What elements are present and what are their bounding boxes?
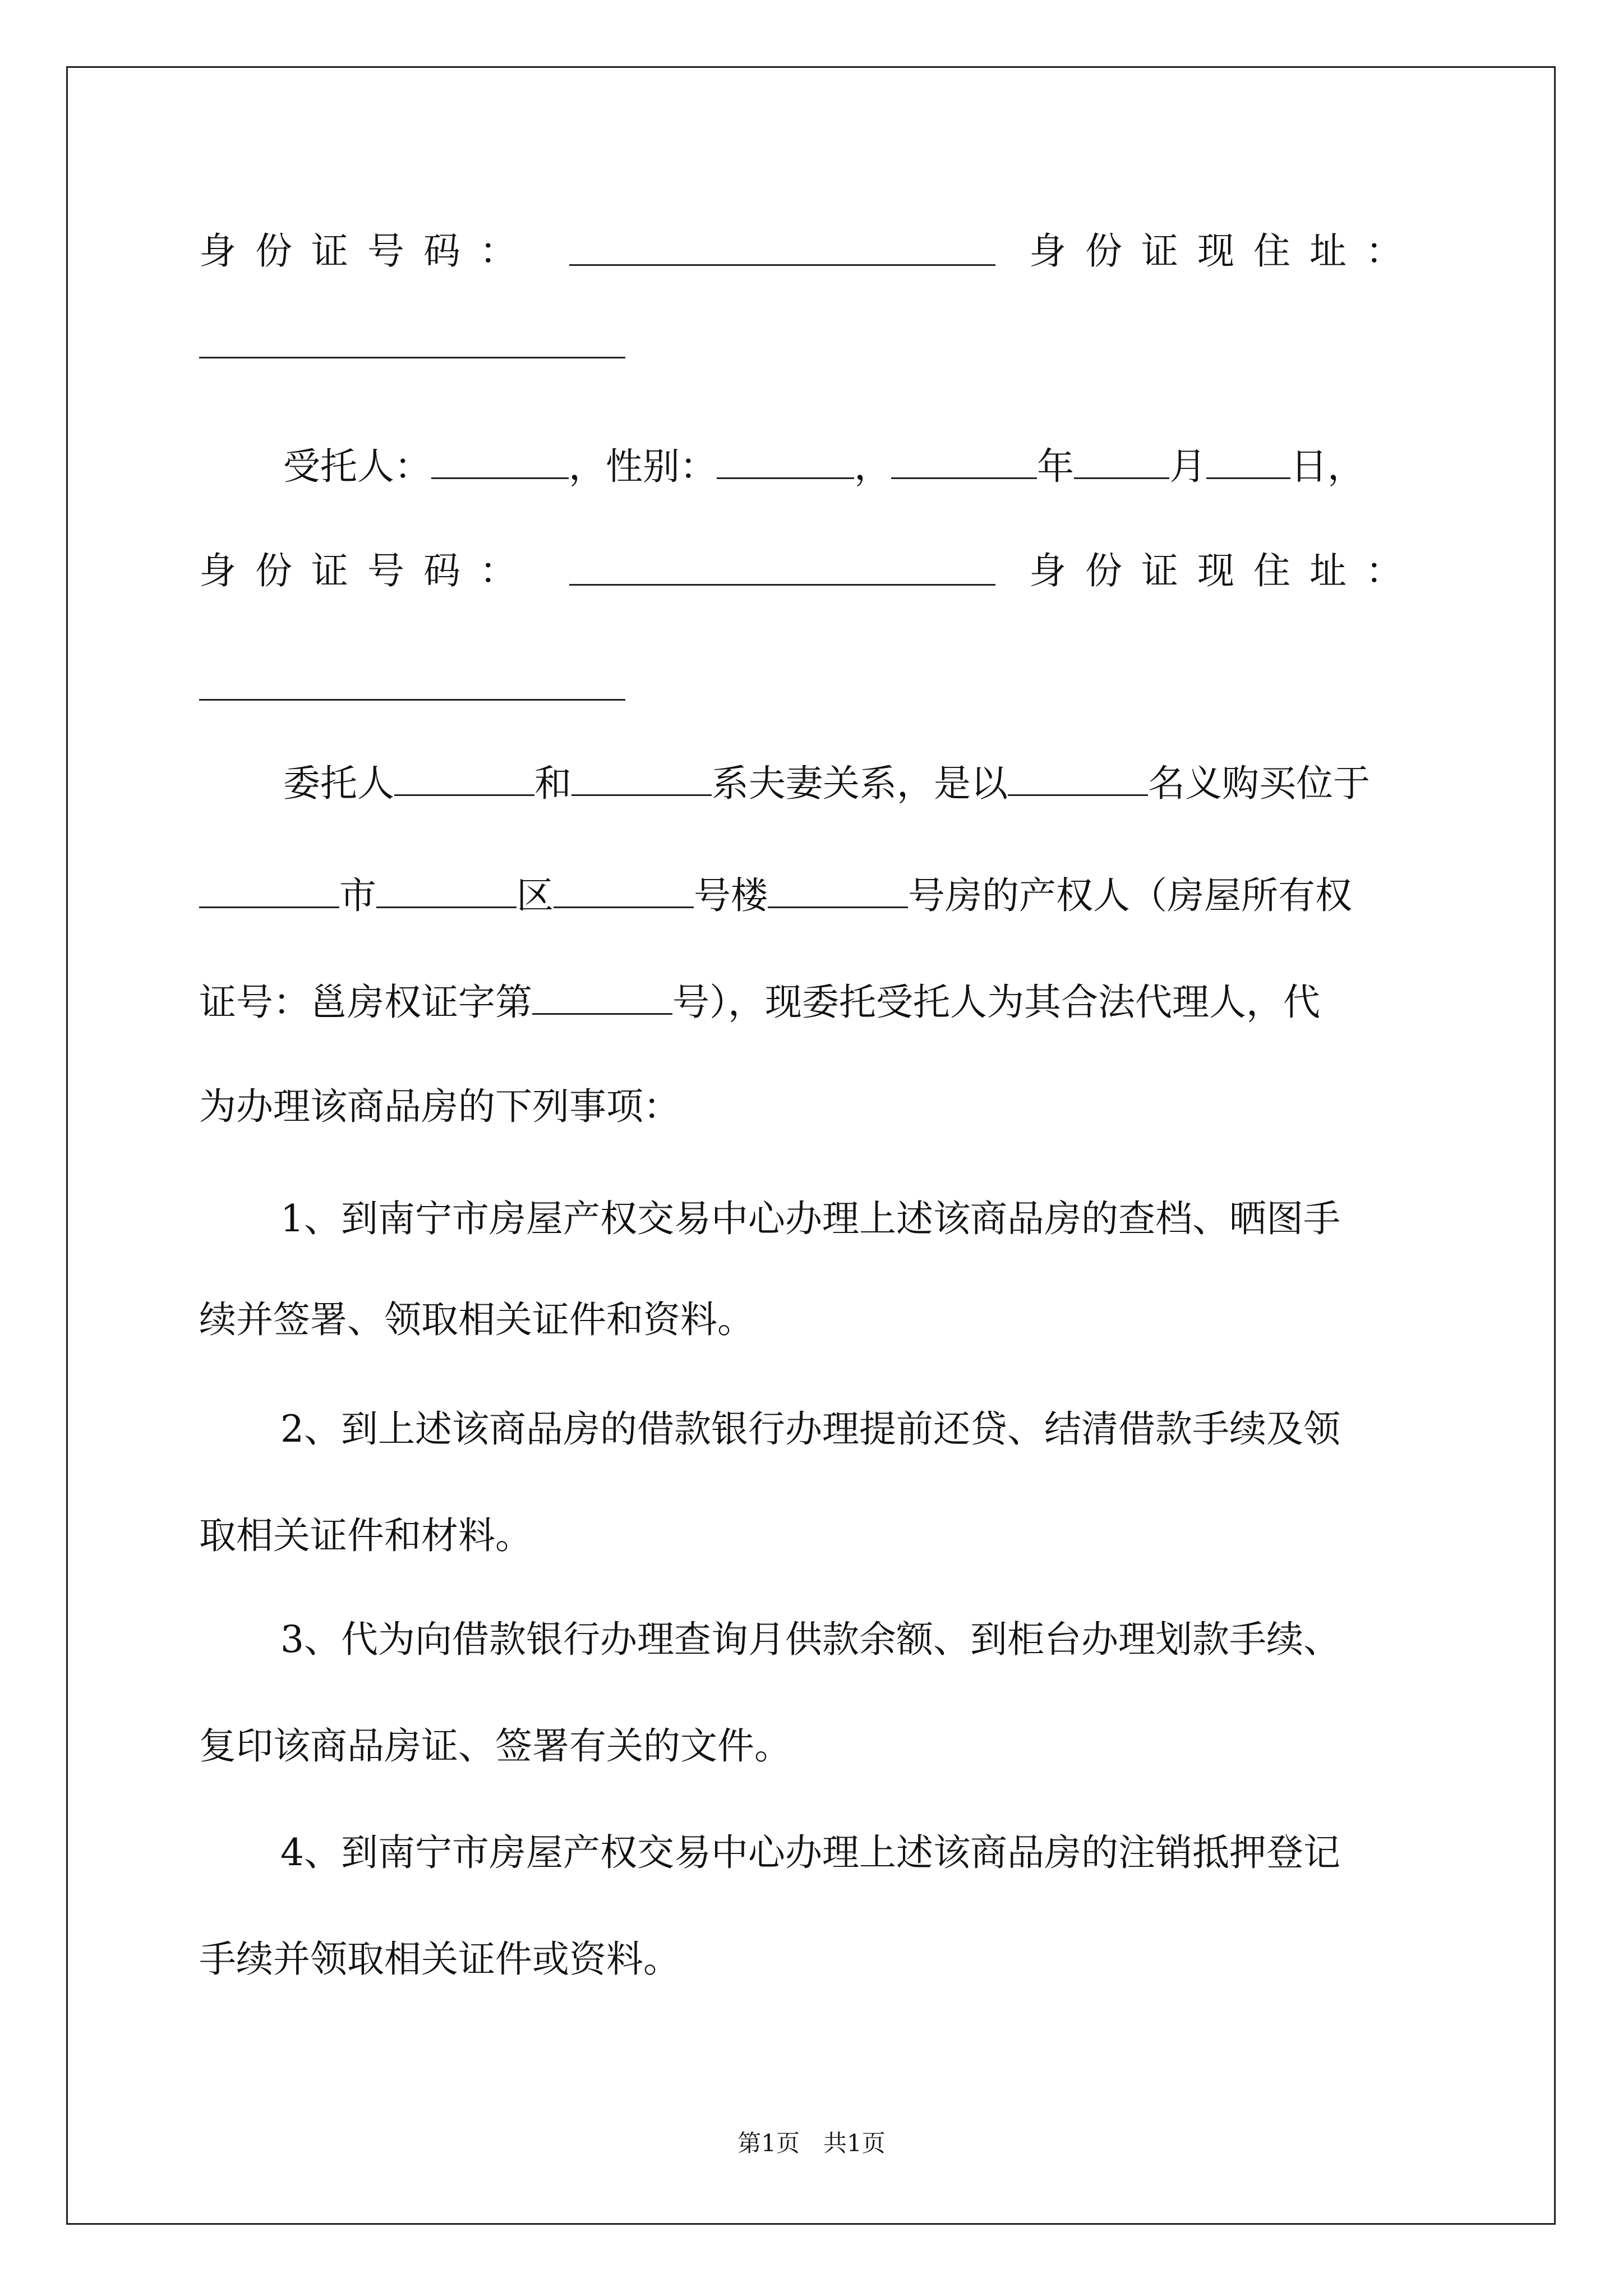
agent-address-blank <box>199 668 625 701</box>
text: 号房的产权人（房屋所有权 <box>908 874 1352 917</box>
paragraph1-line1 <box>283 762 1422 805</box>
agent-gender-label: ，性别： <box>569 445 717 488</box>
page-border <box>66 66 1556 2225</box>
text: 和 <box>534 762 571 805</box>
certificate-number-blank <box>532 982 672 1015</box>
agent-id-label: 身份证号码： <box>199 549 536 592</box>
agent-address-line <box>199 668 1422 707</box>
item-4-line2: 手续并领取相关证件或资料。 <box>199 1938 680 1981</box>
item-4-line1: 4、到南宁市房屋产权交易中心办理上述该商品房的注销抵押登记 <box>280 1831 1340 1874</box>
item-3-line1: 3、代为向借款银行办理查询月供款余额、到柜台办理划款手续、 <box>280 1618 1340 1661</box>
month-label: 月 <box>1169 445 1206 488</box>
item-2-line2: 取相关证件和材料。 <box>199 1514 532 1557</box>
principal-id-blank <box>569 233 995 266</box>
text: 号楼 <box>694 874 768 917</box>
text: 委托人 <box>283 762 394 805</box>
item-3-line2: 复印该商品房证、签署有关的文件。 <box>199 1724 791 1768</box>
year-label: 年 <box>1037 445 1074 488</box>
agent-month-blank <box>1074 446 1169 479</box>
principal-address-label: 身份证现住址： <box>1029 229 1422 273</box>
agent-label: 受托人： <box>283 445 431 488</box>
item-2-line1: 2、到上述该商品房的借款银行办理提前还贷、结清借款手续及领 <box>280 1407 1340 1451</box>
agent-address-label: 身份证现住址： <box>1029 549 1422 592</box>
paragraph1-line2 <box>199 874 1422 917</box>
agent-year-blank <box>891 446 1037 479</box>
principal-id-label: 身份证号码： <box>199 229 536 273</box>
principal-address-blank <box>199 325 625 358</box>
text: 系夫妻关系，是以 <box>712 762 1008 805</box>
agent-id-line <box>199 549 1422 592</box>
text: 号），现委托受托人为其合法代理人，代 <box>672 981 1320 1024</box>
item-1-line1: 1、到南宁市房屋产权交易中心办理上述该商品房的查档、晒图手 <box>280 1197 1340 1240</box>
text: 区 <box>517 874 554 917</box>
principal-id-line <box>199 229 1422 273</box>
page-footer: 第1页 共1页 <box>737 2129 886 2157</box>
district-blank <box>376 875 517 908</box>
agent-gender-blank <box>717 446 854 479</box>
principal-name-blank <box>394 763 534 796</box>
spouse-name-blank <box>571 763 712 796</box>
agent-line <box>283 445 1422 488</box>
item-1-line2: 续并签署、领取相关证件和资料。 <box>199 1298 754 1341</box>
agent-day-blank <box>1206 446 1290 479</box>
city-blank <box>199 875 339 908</box>
comma: ， <box>854 445 891 488</box>
paragraph1-line4: 为办理该商品房的下列事项： <box>199 1085 680 1128</box>
building-blank <box>554 875 694 908</box>
room-blank <box>768 875 908 908</box>
text: 市 <box>339 874 376 917</box>
agent-id-blank <box>569 553 995 586</box>
day-label: 日， <box>1290 445 1364 488</box>
agent-name-blank <box>431 446 569 479</box>
principal-address-line <box>199 325 1422 365</box>
text: 名义购买位于 <box>1148 762 1370 805</box>
owner-name-blank <box>1008 763 1148 796</box>
text: 证号：邕房权证字第 <box>199 981 532 1024</box>
paragraph1-line3 <box>199 981 1422 1024</box>
